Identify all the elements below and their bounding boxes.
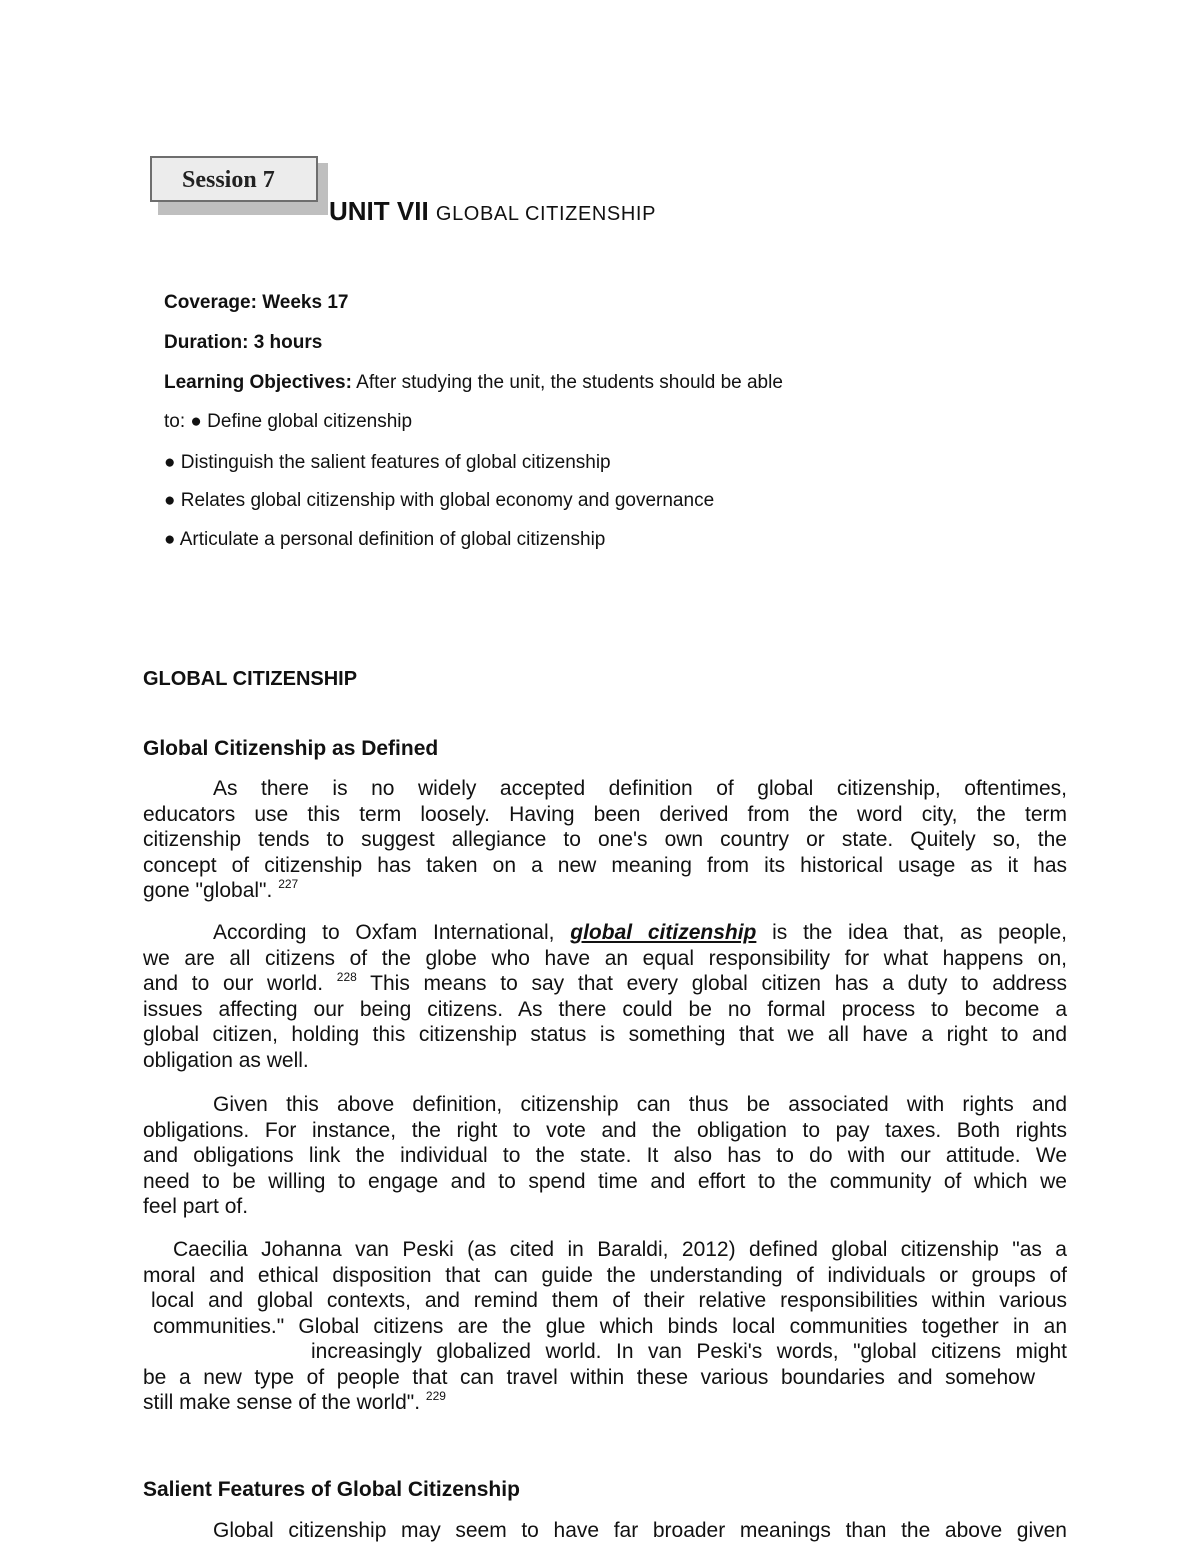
session-badge: Session 7	[150, 156, 318, 202]
duration: Duration: 3 hours	[164, 332, 323, 353]
unit-heading	[329, 196, 656, 229]
subsection-title: Global Citizenship as Defined	[143, 737, 439, 760]
paragraph	[143, 1092, 1067, 1220]
paragraph-line: global citizen, holding this citizenship status is something that we all have a right to and	[143, 1023, 1067, 1046]
paragraph-line: Caecilia Johanna van Peski (as cited in Baraldi, 2012) defined global citizenship "as a	[173, 1238, 1067, 1261]
paragraph-line: Given this above definition, citizenship can thus be associated with rights and	[213, 1093, 1067, 1116]
text: According to Oxfam International,	[213, 921, 571, 944]
text: is the idea that, as people,	[756, 921, 1067, 944]
text: still make sense of the world".	[143, 1391, 426, 1414]
objective-item: ● Distinguish the salient features of global citizenship	[164, 452, 611, 473]
learning-objectives	[164, 371, 783, 395]
paragraph	[143, 776, 1067, 904]
paragraph-line: be a new type of people that can travel within these various boundaries and somehow	[143, 1365, 1035, 1389]
paragraph-line: need to be willing to engage and to spend time and effort to the community of which we	[143, 1169, 1067, 1193]
objective-item: ● Relates global citizenship with global economy and governance	[164, 490, 715, 511]
paragraph-line: citizenship tends to suggest allegiance to one's own country or state. Quitely so, the	[143, 828, 1067, 851]
unit-title: GLOBAL CITIZENSHIP	[435, 203, 657, 225]
objective-item: to: ● Define global citizenship	[164, 411, 413, 432]
paragraph-line: increasingly globalized world. In van Peski's words, "global citizens might	[311, 1340, 1067, 1363]
paragraph-line: moral and ethical disposition that can guide the understanding of individuals or groups of	[143, 1263, 1067, 1287]
paragraph-line: we are all citizens of the globe who have an equal responsibility for what happens on,	[143, 946, 1067, 970]
paragraph-line	[143, 1390, 1067, 1416]
footnote-ref: 227	[278, 877, 299, 891]
unit-label: UNIT VII	[329, 196, 429, 226]
paragraph	[143, 1237, 1067, 1416]
paragraph	[143, 1518, 1067, 1544]
objectives-intro: After studying the unit, the students should be able	[351, 372, 783, 393]
paragraph-line: issues affecting our being citizens. As there could be no formal process to become a	[143, 997, 1067, 1021]
paragraph	[143, 920, 1067, 1073]
paragraph-line	[143, 971, 1067, 997]
footnote-ref: 229	[425, 1389, 446, 1403]
paragraph-line: feel part of.	[143, 1195, 249, 1218]
text: gone "global".	[143, 879, 279, 902]
paragraph-line: obligation as well.	[143, 1048, 309, 1072]
paragraph-line: communities." Global citizens are the glue which binds local communities together in an	[153, 1314, 1067, 1338]
paragraph-line: local and global contexts, and remind them of their relative responsibilities within various	[151, 1289, 1067, 1312]
paragraph-line: obligations. For instance, the right to vote and the obligation to pay taxes. Both rights	[143, 1118, 1067, 1142]
subsection-title: Salient Features of Global Citizenship	[143, 1478, 520, 1501]
objective-item: ● Articulate a personal definition of global citizenship	[164, 529, 606, 550]
paragraph-line: As there is no widely accepted definition of global citizenship, oftentimes,	[213, 777, 1067, 800]
paragraph-line: and obligations link the individual to the state. It also has to do with our attitude. We	[143, 1144, 1067, 1167]
paragraph-line: educators use this term loosely. Having been derived from the word city, the term	[143, 802, 1067, 826]
section-title: GLOBAL CITIZENSHIP	[143, 668, 358, 690]
footnote-ref: 228	[336, 970, 357, 984]
coverage: Coverage: Weeks 17	[164, 292, 349, 313]
text: and to our world.	[143, 972, 337, 995]
text: This means to say that every global citizen has a duty to address	[356, 972, 1067, 995]
emphasis: global citizenship	[570, 921, 757, 944]
paragraph-line	[143, 878, 1067, 904]
paragraph-line: Global citizenship may seem to have far broader meanings than the above given	[213, 1519, 1067, 1542]
objectives-label: Learning Objectives:	[164, 372, 352, 393]
paragraph-line	[143, 920, 1067, 946]
paragraph-line: concept of citizenship has taken on a new meaning from its historical usage as it has	[143, 853, 1067, 877]
